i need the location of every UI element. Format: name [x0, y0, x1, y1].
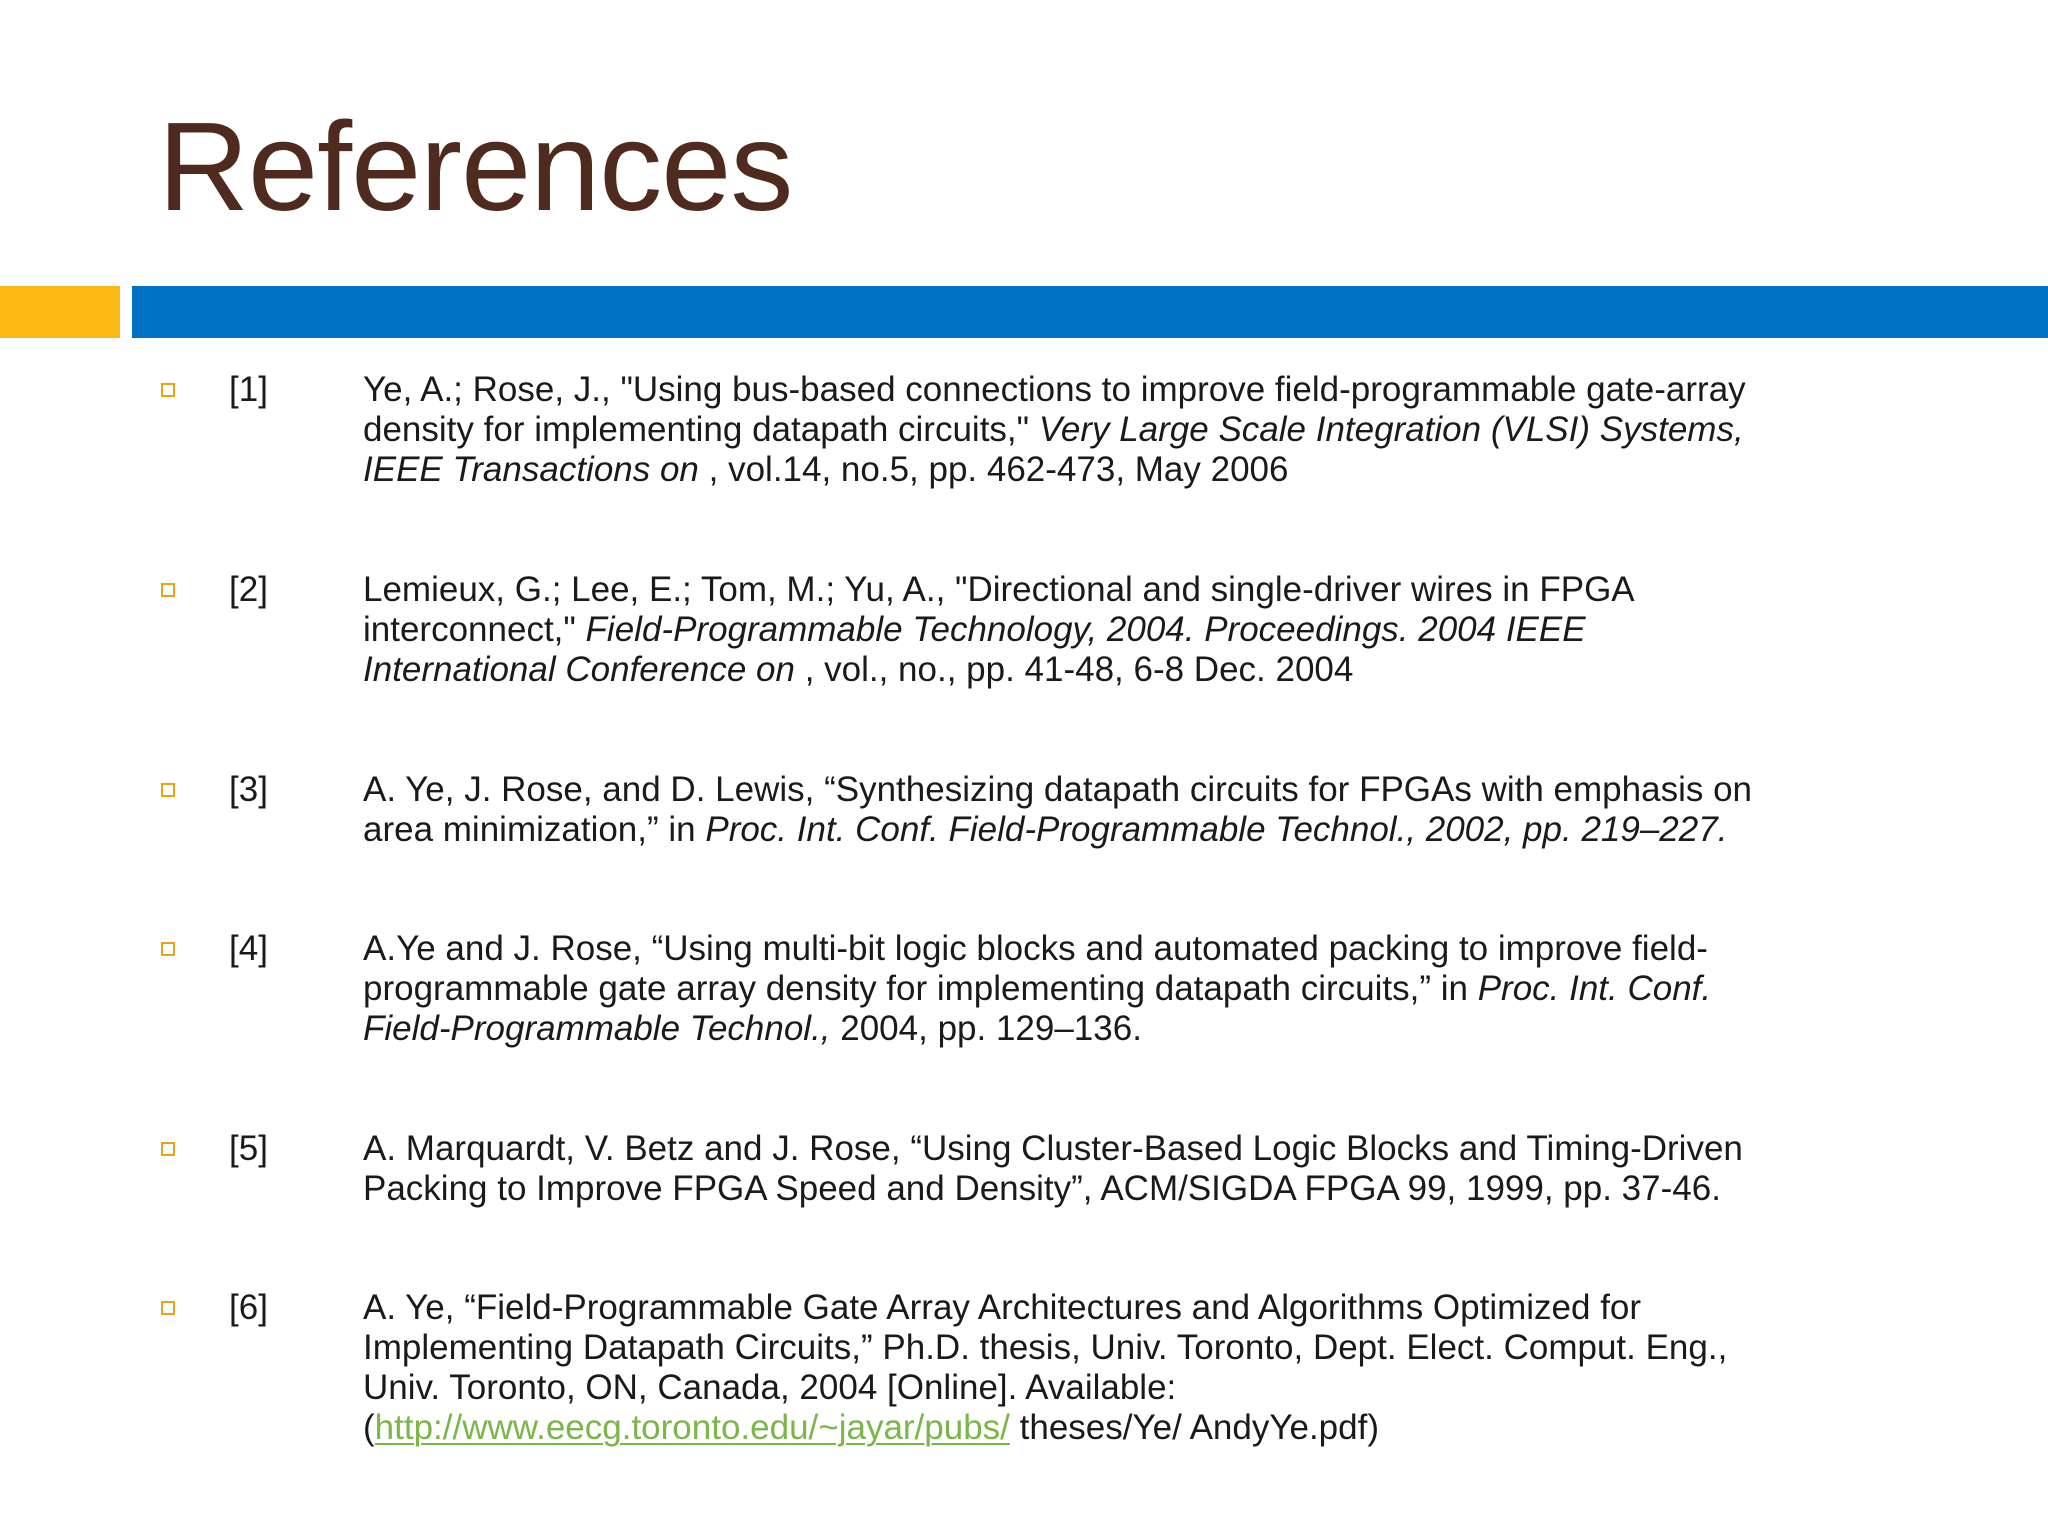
reference-text [363, 1129, 1833, 1209]
reference-line [363, 1288, 1833, 1328]
reference-segment: theses/Ye/ AndyYe.pdf) [1009, 1408, 1379, 1447]
reference-segment: ( [363, 1408, 375, 1447]
reference-number: [3] [229, 770, 268, 809]
reference-line [363, 929, 1833, 969]
reference-line [363, 969, 1833, 1009]
slide-title: References [158, 96, 793, 237]
reference-text [363, 570, 1833, 690]
reference-segment: Ye, A.; Rose, J., "Using bus-based connections to improve field-programmable gate-array [363, 370, 1746, 409]
reference-segment: Univ. Toronto, ON, Canada, 2004 [Online]. Available: [363, 1368, 1177, 1407]
reference-line [363, 450, 1833, 490]
reference-segment: Packing to Improve FPGA Speed and Density”, ACM/SIGDA FPGA 99, 1999, pp. 37-46. [363, 1169, 1721, 1208]
reference-line [363, 570, 1833, 610]
reference-segment: , vol.14, no.5, pp. 462-473, May 2006 [698, 450, 1289, 489]
reference-source-italic: IEEE Transactions on [363, 450, 699, 489]
reference-segment: A. Marquardt, V. Betz and J. Rose, “Using Cluster-Based Logic Blocks and Timing-Driven [363, 1129, 1743, 1168]
reference-segment: Implementing Datapath Circuits,” Ph.D. thesis, Univ. Toronto, Dept. Elect. Comput. Eng., [363, 1328, 1728, 1367]
reference-line [363, 1328, 1833, 1368]
square-bullet-icon [161, 583, 175, 597]
reference-segment: density for implementing datapath circuits," [363, 410, 1039, 449]
reference-segment: A.Ye and J. Rose, “Using multi-bit logic blocks and automated packing to improve field- [363, 929, 1708, 968]
reference-segment: interconnect," [363, 610, 586, 649]
reference-text [363, 770, 1833, 850]
square-bullet-icon [161, 783, 175, 797]
reference-segment: , vol., no., pp. 41-48, 6-8 Dec. 2004 [794, 650, 1354, 689]
reference-line [363, 1169, 1833, 1209]
reference-line [363, 370, 1833, 410]
reference-source-italic: Proc. Int. Conf. [1477, 969, 1712, 1008]
reference-segment: area minimization,” in [363, 810, 706, 849]
reference-line [363, 1408, 1833, 1448]
square-bullet-icon [161, 1142, 175, 1156]
square-bullet-icon [161, 383, 175, 397]
square-bullet-icon [161, 1301, 175, 1315]
reference-text [363, 370, 1833, 490]
reference-segment: 2004, pp. 129–136. [830, 1009, 1142, 1048]
reference-line [363, 770, 1833, 810]
reference-link[interactable]: http://www.eecg.toronto.edu/~jayar/pubs/ [374, 1408, 1010, 1447]
reference-text [363, 929, 1833, 1049]
reference-segment: programmable gate array density for implementing datapath circuits,” in [363, 969, 1478, 1008]
reference-source-italic: Field-Programmable Technology, 2004. Proceedings. 2004 IEEE [585, 610, 1586, 649]
reference-line [363, 1129, 1833, 1169]
reference-text [363, 1288, 1833, 1448]
reference-source-italic: Field-Programmable Technol., [363, 1009, 831, 1048]
reference-source-italic: Proc. Int. Conf. Field-Programmable Technol., 2002, pp. 219–227. [705, 810, 1728, 849]
reference-line [363, 1368, 1833, 1408]
reference-number: [2] [229, 570, 268, 609]
reference-number: [6] [229, 1288, 268, 1327]
reference-source-italic: International Conference on [363, 650, 795, 689]
reference-line [363, 810, 1833, 850]
reference-segment: A. Ye, J. Rose, and D. Lewis, “Synthesizing datapath circuits for FPGAs with emphasis on [363, 770, 1752, 809]
reference-line [363, 650, 1833, 690]
square-bullet-icon [161, 942, 175, 956]
reference-segment: A. Ye, “Field-Programmable Gate Array Architectures and Algorithms Optimized for [363, 1288, 1642, 1327]
reference-source-italic: Very Large Scale Integration (VLSI) Systems, [1038, 410, 1744, 449]
reference-number: [1] [229, 370, 268, 409]
reference-line [363, 610, 1833, 650]
reference-line [363, 410, 1833, 450]
reference-number: [5] [229, 1129, 268, 1168]
reference-line [363, 1009, 1833, 1049]
reference-number: [4] [229, 929, 268, 968]
reference-segment: Lemieux, G.; Lee, E.; Tom, M.; Yu, A., "Directional and single-driver wires in FPGA [363, 570, 1635, 609]
